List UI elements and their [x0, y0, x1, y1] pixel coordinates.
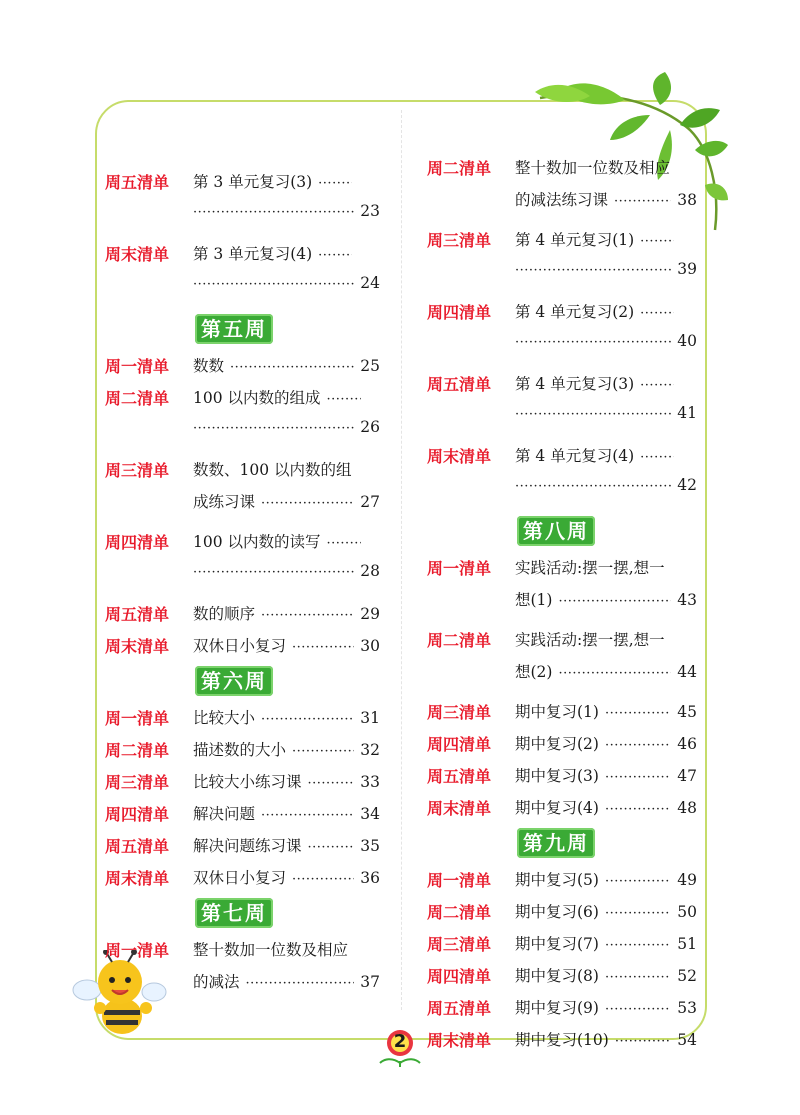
day-label: 周五清单	[105, 837, 170, 856]
entry-title: 期中复习(1)	[515, 703, 599, 721]
week-heading: 第六周	[195, 666, 273, 696]
day-label: 周一清单	[105, 357, 170, 376]
page-ref: 23	[360, 202, 380, 220]
page-ref: 33	[360, 773, 380, 791]
day-label: 周末清单	[427, 1031, 492, 1050]
entry-title: 第 4 单元复习(1)	[515, 231, 635, 249]
page-ref: 45	[677, 703, 697, 721]
entry-line	[193, 242, 380, 264]
entry-title: 比较大小练习课	[193, 773, 302, 791]
day-label: 周末清单	[427, 447, 492, 466]
entry-line	[193, 938, 380, 960]
leader-dots	[327, 536, 361, 551]
leader-dots	[605, 738, 671, 753]
entry-line	[515, 588, 697, 610]
day-label: 周一清单	[427, 559, 492, 578]
entry-line	[515, 404, 697, 426]
entry-line	[515, 900, 697, 922]
entry-title: 数的顺序	[193, 605, 256, 623]
entry-line	[193, 386, 380, 408]
page-ref: 34	[360, 805, 380, 823]
entry-line	[193, 866, 380, 888]
page-ref: 26	[360, 418, 380, 436]
week-heading: 第五周	[195, 314, 273, 344]
leader-dots	[261, 496, 354, 511]
entry-title: 100 以内数的读写	[193, 533, 321, 551]
page-ref: 30	[360, 637, 380, 655]
entry-title: 想(2)	[515, 663, 553, 681]
entry-title: 期中复习(10)	[515, 1031, 609, 1049]
leader-dots	[515, 479, 671, 494]
leader-dots	[605, 938, 671, 953]
day-label: 周三清单	[105, 461, 170, 480]
page-ref: 52	[677, 967, 697, 985]
day-label: 周五清单	[105, 605, 170, 624]
leader-dots	[292, 640, 354, 655]
page-ref: 51	[677, 935, 697, 953]
entry-title: 第 4 单元复习(3)	[515, 375, 635, 393]
week-heading: 第八周	[517, 516, 595, 546]
leader-dots	[640, 378, 674, 393]
page-ref: 46	[677, 735, 697, 753]
day-label: 周三清单	[427, 703, 492, 722]
entry-title: 整十数加一位数及相应	[193, 941, 349, 959]
day-label: 周一清单	[105, 709, 170, 728]
entry-line	[193, 530, 380, 552]
entry-title: 期中复习(2)	[515, 735, 599, 753]
entry-title: 期中复习(3)	[515, 767, 599, 785]
entry-line	[193, 602, 380, 624]
entry-line	[193, 418, 380, 440]
entry-title: 成练习课	[193, 493, 256, 511]
page-ref: 53	[677, 999, 697, 1017]
entry-line	[515, 476, 697, 498]
entry-line	[515, 300, 697, 322]
entry-title: 第 4 单元复习(4)	[515, 447, 635, 465]
page-ref: 28	[360, 562, 380, 580]
entry-title: 第 4 单元复习(2)	[515, 303, 635, 321]
page-ref: 50	[677, 903, 697, 921]
entry-line	[515, 660, 697, 682]
day-label: 周三清单	[427, 935, 492, 954]
entry-line	[515, 228, 697, 250]
day-label: 周二清单	[427, 903, 492, 922]
page-ref: 36	[360, 869, 380, 887]
entry-title: 数数、100 以内数的组	[193, 461, 352, 479]
page-ref: 47	[677, 767, 697, 785]
entry-line	[193, 170, 380, 192]
entry-title: 100 以内数的组成	[193, 389, 321, 407]
bee-mascot-icon	[72, 950, 167, 1040]
leader-dots	[318, 248, 352, 263]
entry-line	[515, 444, 697, 466]
page-ref: 37	[360, 973, 380, 991]
leaf-branch-icon	[530, 70, 730, 240]
leader-dots	[640, 450, 674, 465]
leader-dots	[558, 594, 671, 609]
day-label: 周五清单	[427, 999, 492, 1018]
entry-title: 期中复习(4)	[515, 799, 599, 817]
entry-line	[515, 868, 697, 890]
page-ref: 49	[677, 871, 697, 889]
leader-dots	[605, 906, 671, 921]
day-label: 周三清单	[105, 773, 170, 792]
entry-line	[193, 738, 380, 760]
page-ref: 42	[677, 476, 697, 494]
day-label: 周三清单	[427, 231, 492, 250]
entry-line	[193, 202, 380, 224]
entry-title: 期中复习(8)	[515, 967, 599, 985]
entry-title: 数数	[193, 357, 225, 375]
leader-dots	[292, 872, 354, 887]
day-label: 周四清单	[427, 303, 492, 322]
day-label: 周二清单	[105, 389, 170, 408]
page-ref: 31	[360, 709, 380, 727]
leader-dots	[308, 776, 355, 791]
leader-dots	[640, 306, 674, 321]
entry-title: 期中复习(6)	[515, 903, 599, 921]
leader-dots	[261, 808, 354, 823]
entry-line	[515, 700, 697, 722]
leader-dots	[292, 744, 354, 759]
entry-title: 整十数加一位数及相应	[515, 159, 671, 177]
entry-title: 的减法练习课	[515, 191, 609, 209]
day-label: 周末清单	[105, 637, 170, 656]
leader-dots	[308, 840, 355, 855]
entry-line	[515, 996, 697, 1018]
page-ref: 35	[360, 837, 380, 855]
entry-title: 比较大小	[193, 709, 256, 727]
leader-dots	[318, 176, 352, 191]
day-label: 周末清单	[427, 799, 492, 818]
day-label: 周一清单	[105, 941, 170, 960]
entry-line	[515, 628, 697, 650]
day-label: 周一清单	[427, 871, 492, 890]
entry-title: 期中复习(5)	[515, 871, 599, 889]
entry-line	[515, 156, 697, 178]
entry-title: 解决问题	[193, 805, 256, 823]
page-ref: 25	[360, 357, 380, 375]
entry-title: 描述数的大小	[193, 741, 287, 759]
column-divider	[401, 110, 402, 1010]
day-label: 周四清单	[427, 967, 492, 986]
page-ref: 39	[677, 260, 697, 278]
leader-dots	[605, 770, 671, 785]
entry-line	[193, 770, 380, 792]
entry-title: 解决问题练习课	[193, 837, 302, 855]
leader-dots	[615, 1034, 671, 1049]
entry-line	[515, 188, 697, 210]
entry-line	[193, 834, 380, 856]
leader-dots	[230, 360, 354, 375]
page-ref: 24	[360, 274, 380, 292]
leader-dots	[640, 234, 674, 249]
entry-title: 的减法	[193, 973, 240, 991]
leader-dots	[605, 1002, 671, 1017]
entry-title: 第 3 单元复习(3)	[193, 173, 313, 191]
leader-dots	[515, 263, 671, 278]
entry-line	[193, 970, 380, 992]
entry-line	[515, 932, 697, 954]
entry-line	[515, 796, 697, 818]
page-ref: 38	[677, 191, 697, 209]
day-label: 周四清单	[427, 735, 492, 754]
entry-title: 期中复习(9)	[515, 999, 599, 1017]
entry-title: 第 3 单元复习(4)	[193, 245, 313, 263]
entry-line	[193, 458, 380, 480]
day-label: 周五清单	[427, 375, 492, 394]
entry-line	[515, 260, 697, 282]
entry-line	[515, 372, 697, 394]
leader-dots	[327, 392, 361, 407]
entry-title: 想(1)	[515, 591, 553, 609]
page-number-badge	[378, 1027, 422, 1067]
leader-dots	[261, 712, 354, 727]
day-label: 周五清单	[105, 173, 170, 192]
leader-dots	[193, 277, 354, 292]
page-ref: 29	[360, 605, 380, 623]
leader-dots	[558, 666, 671, 681]
entry-title: 期中复习(7)	[515, 935, 599, 953]
entry-line	[193, 354, 380, 376]
page-ref: 40	[677, 332, 697, 350]
leader-dots	[515, 335, 671, 350]
page-ref: 41	[677, 404, 697, 422]
entry-line	[193, 802, 380, 824]
leader-dots	[605, 970, 671, 985]
week-heading: 第九周	[517, 828, 595, 858]
leader-dots	[193, 565, 354, 580]
entry-line	[515, 556, 697, 578]
entry-line	[515, 764, 697, 786]
page-number: 2	[393, 1031, 407, 1052]
leader-dots	[605, 706, 671, 721]
entry-title: 实践活动:摆一摆,想一	[515, 559, 665, 577]
entry-title: 双休日小复习	[193, 637, 287, 655]
entry-title: 双休日小复习	[193, 869, 287, 887]
entry-line	[515, 332, 697, 354]
day-label: 周末清单	[105, 869, 170, 888]
entry-title: 实践活动:摆一摆,想一	[515, 631, 665, 649]
leader-dots	[614, 194, 671, 209]
leader-dots	[193, 421, 354, 436]
entry-line	[515, 732, 697, 754]
page-ref: 43	[677, 591, 697, 609]
leader-dots	[515, 407, 671, 422]
entry-line	[193, 634, 380, 656]
entry-line	[515, 1028, 697, 1050]
leader-dots	[605, 874, 671, 889]
page-ref: 32	[360, 741, 380, 759]
entry-line	[193, 562, 380, 584]
entry-line	[515, 964, 697, 986]
page-ref: 54	[677, 1031, 697, 1049]
day-label: 周末清单	[105, 245, 170, 264]
day-label: 周四清单	[105, 533, 170, 552]
leader-dots	[246, 976, 355, 991]
leader-dots	[605, 802, 671, 817]
page-ref: 27	[360, 493, 380, 511]
day-label: 周二清单	[105, 741, 170, 760]
entry-line	[193, 274, 380, 296]
week-heading: 第七周	[195, 898, 273, 928]
entry-line	[193, 706, 380, 728]
page-ref: 44	[677, 663, 697, 681]
leader-dots	[261, 608, 354, 623]
entry-line	[193, 490, 380, 512]
day-label: 周五清单	[427, 767, 492, 786]
day-label: 周二清单	[427, 631, 492, 650]
day-label: 周二清单	[427, 159, 492, 178]
leader-dots	[193, 205, 354, 220]
day-label: 周四清单	[105, 805, 170, 824]
page-ref: 48	[677, 799, 697, 817]
